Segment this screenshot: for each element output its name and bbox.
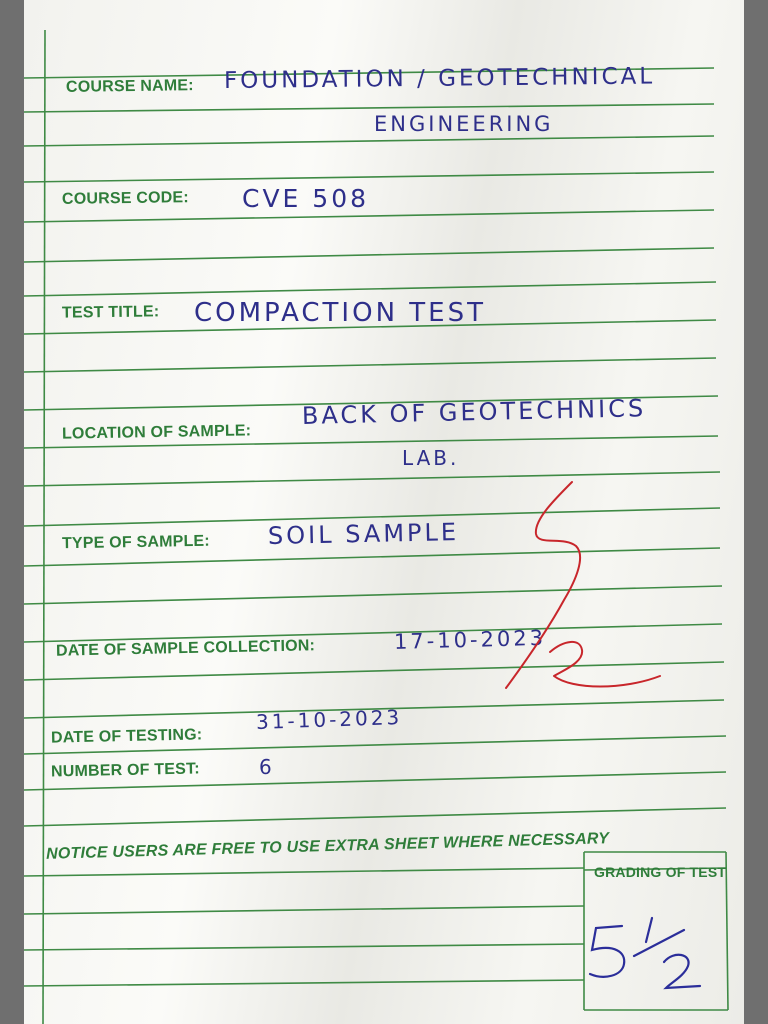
test-title-value: COMPACTION TEST <box>194 298 486 328</box>
location-of-sample-label: LOCATION OF SAMPLE: <box>61 422 252 443</box>
location-of-sample-value-continued: LAB. <box>402 446 460 470</box>
type-of-sample-value: SOIL SAMPLE <box>267 518 460 550</box>
test-title-label: TEST TITLE: <box>61 303 160 322</box>
notice-text: NOTICE USERS ARE FREE TO USE EXTRA SHEET WHERE NECESSARY <box>45 830 610 863</box>
date-of-testing-label: DATE OF TESTING: <box>50 726 203 747</box>
date-of-sample-collection-label: DATE OF SAMPLE COLLECTION: <box>55 637 316 660</box>
date-of-testing-value: 31-10-2023 <box>255 704 403 734</box>
number-of-test-value: 6 <box>259 755 275 779</box>
course-code-label: COURSE CODE: <box>61 189 189 208</box>
course-name-label: COURSE NAME: <box>65 77 194 96</box>
date-of-sample-collection-value: 17-10-2023 <box>393 625 547 654</box>
course-code-value: CVE 508 <box>242 184 370 213</box>
examiner-signature <box>24 0 744 1024</box>
course-name-value: FOUNDATION / GEOTECHNICAL <box>223 63 656 94</box>
number-of-test-label: NUMBER OF TEST: <box>50 760 200 781</box>
course-name-value-continued: ENGINEERING <box>374 112 554 136</box>
form-sheet <box>24 0 744 1024</box>
type-of-sample-label: TYPE OF SAMPLE: <box>61 532 211 553</box>
location-of-sample-value: BACK OF GEOTECHNICS <box>301 394 647 430</box>
grading-of-test-label: GRADING OF TEST <box>594 864 727 880</box>
